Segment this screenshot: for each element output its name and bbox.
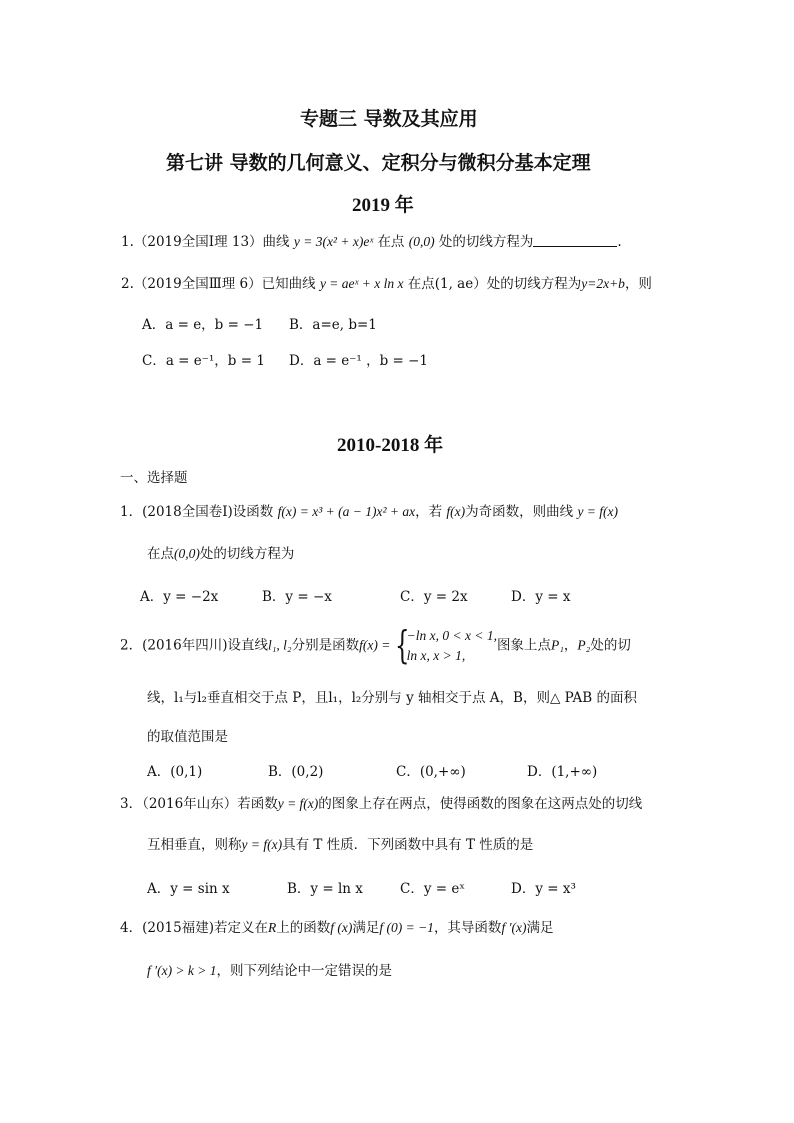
q2-p2: P₂	[577, 637, 591, 653]
q2-option-a: A．(0,1)	[147, 764, 203, 780]
q2-mid: 分别是函数	[291, 637, 360, 654]
q2-option-c: C．(0,+∞)	[396, 764, 466, 780]
q1-option-a: A．y = −2x	[140, 589, 219, 605]
piecewise-case-1: −ln x, 0 < x < 1,	[406, 628, 497, 643]
q4-line2-expr: f ′(x) > k > 1	[147, 963, 217, 978]
q1-curve: y = f(x)	[577, 504, 619, 519]
answer-blank	[533, 234, 617, 247]
q2019-1-expr: y = 3(x² + x)eˣ	[293, 234, 374, 249]
piecewise-case-2: ln x, x > 1,	[406, 648, 466, 663]
q2019-2-suffix: ，则	[624, 276, 652, 292]
q2019-2-line: y=2x+b	[581, 276, 625, 291]
q4-fpx: f ′(x)	[501, 920, 527, 935]
q2019-2-expr: y = aeˣ + x ln x	[319, 276, 404, 291]
q2019-2-prefix: 2.（2019全国Ⅲ理 6）已知曲线	[121, 276, 316, 292]
q2019-1-prefix: 1.（2019全国Ⅰ理 13）曲线	[121, 234, 290, 250]
q2019-2-option-d: D．a = e⁻¹ ，b = −1	[289, 353, 429, 369]
question-2-line1	[120, 623, 631, 667]
q2019-2	[121, 274, 652, 294]
year-heading-2019: 2019 年	[352, 195, 414, 216]
q2019-2-option-a: A．a = e，b = −1	[142, 317, 264, 333]
question-4-line2	[147, 961, 392, 981]
q2019-2-mid: 在点(1, ae）处的切线方程为	[407, 276, 582, 292]
piecewise-function	[394, 623, 497, 667]
question-3-line1	[120, 794, 642, 814]
q1-func: f(x) = x³ + (a − 1)x² + ax	[277, 504, 416, 519]
question-1-line1	[120, 502, 618, 522]
lecture-title: 第七讲 导数的几何意义、定积分与微积分基本定理	[166, 152, 591, 174]
q4-suffix: 满足	[526, 920, 554, 936]
q3-option-b: B．y = ln x	[287, 881, 363, 897]
q4-mid2: 满足	[352, 920, 380, 936]
q1-fx: f(x)	[446, 504, 466, 519]
q3-suffix: 的图象上存在两点，使得函数的图象在这两点处的切线	[318, 796, 643, 812]
q1-option-d: D．y = x	[511, 589, 571, 605]
q4-R: R	[267, 920, 277, 935]
q4-mid3: ，其导函数	[433, 920, 502, 936]
q2019-1	[121, 232, 622, 252]
q4-prefix: 4．(2015福建)若定义在	[120, 920, 268, 936]
q3-option-c: C．y = eˣ	[400, 881, 466, 897]
q2-p1: P₁	[550, 637, 564, 653]
q2-end: 处的切	[590, 637, 631, 654]
question-2-line3: 的取值范围是	[147, 729, 228, 745]
q2019-1-mid: 在点	[377, 234, 405, 250]
q2-sep: ，	[563, 637, 578, 654]
q2019-1-point: (0,0)	[408, 234, 435, 249]
q2019-1-end: .	[617, 234, 622, 250]
section-label: 一、选择题	[120, 470, 188, 486]
q2-option-d: D．(1,+∞)	[527, 764, 598, 780]
q1-point: (0,0)	[174, 546, 200, 561]
year-heading-range: 2010-2018 年	[337, 435, 444, 456]
q1-option-c: C．y = 2x	[400, 589, 468, 605]
q3-line2-suffix: 具有 T 性质．下列函数中具有 T 性质的是	[282, 837, 534, 853]
q2-suffix: 图象上点	[496, 637, 551, 654]
q3-func: y = f(x)	[277, 796, 319, 811]
q1-prefix: 1．(2018全国卷Ⅰ)设函数	[120, 504, 274, 520]
q1-mid: ，若	[415, 504, 443, 520]
q1-mid2: 为奇函数，则曲线	[465, 504, 574, 520]
q4-mid: 上的函数	[276, 920, 331, 936]
q2-option-b: B．(0,2)	[268, 764, 324, 780]
q2-fdef: f(x) =	[359, 637, 391, 653]
q3-line2-prefix: 互相垂直，则称	[147, 837, 242, 853]
question-2-line2: 线，l₁与l₂垂直相交于点 P，且l₁，l₂分别与 y 轴相交于点 A，B，则△ PAB 的面积	[147, 690, 637, 706]
question-4-line1	[120, 918, 554, 938]
q2019-2-option-c: C．a = e⁻¹，b = 1	[142, 353, 265, 369]
q4-line2-suffix: ，则下列结论中一定错误的是	[216, 963, 393, 979]
q3-option-d: D．y = x³	[511, 881, 576, 897]
q1-option-b: B．y = −x	[262, 589, 332, 605]
q1-line2-prefix: 在点	[147, 546, 174, 562]
q2019-2-option-b: B．a=e, b=1	[289, 317, 377, 333]
q4-cond: f (0) = −1	[379, 920, 434, 935]
q3-func2: y = f(x)	[241, 837, 283, 852]
topic-title: 专题三 导数及其应用	[300, 108, 478, 130]
q2019-1-suffix: 处的切线方程为	[438, 234, 534, 250]
q1-line2-suffix: 处的切线方程为	[199, 546, 295, 562]
q3-prefix: 3．（2016年山东）若函数	[120, 796, 278, 812]
q2-lines: l₁, l₂	[267, 637, 292, 653]
question-3-line2	[147, 835, 533, 855]
q4-fx: f (x)	[330, 920, 353, 935]
q3-option-a: A．y = sin x	[147, 881, 230, 897]
q2-prefix: 2．(2016年四川)设直线	[120, 637, 268, 654]
brace: {	[394, 623, 410, 667]
question-1-line2	[147, 544, 294, 564]
